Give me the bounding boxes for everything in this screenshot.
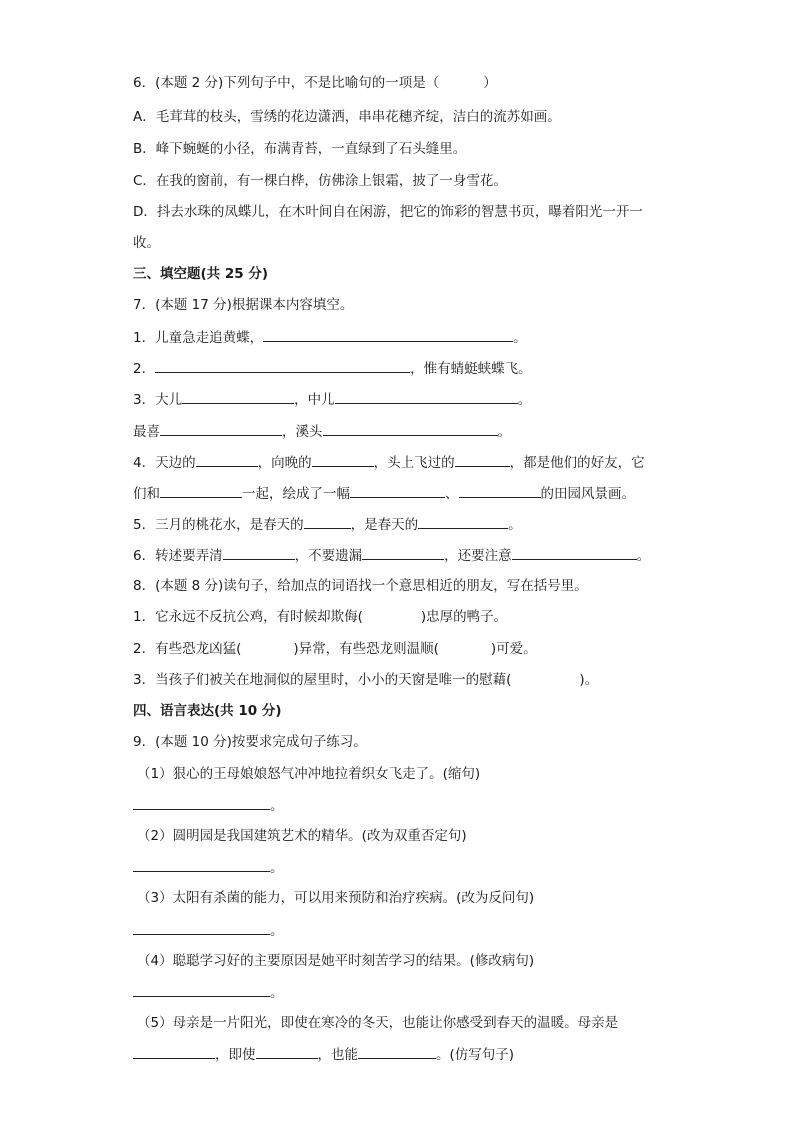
q7-line-1: 1．儿童急走追黄蝶， 。 [133, 330, 527, 346]
q9-sub-3: （3）太阳有杀菌的能力，可以用来预防和治疗疾病。(改为反问句) [137, 890, 535, 906]
blank-q7-6a[interactable] [223, 546, 295, 560]
blank-q7-3a[interactable] [182, 390, 294, 404]
blank-q9-2[interactable] [133, 858, 270, 872]
blank-q9-4[interactable] [133, 983, 270, 997]
q7-line-2: 2． ，惟有蜻蜓蛱蝶飞。 [133, 361, 532, 377]
q7-line-3: 3．大儿 ，中儿 。 [133, 392, 532, 408]
blank-q7-3c[interactable] [160, 422, 282, 436]
q9-answer-2: 。 [133, 858, 284, 877]
q6-option-a[interactable]: A．毛茸茸的枝头，雪绣的花边潇洒，串串花穗齐绽，洁白的流苏如画。 [133, 109, 561, 125]
blank-q7-5a[interactable] [304, 515, 351, 529]
q7-line-3-continued: 最喜 ，溪头 。 [133, 424, 511, 440]
q6-option-d[interactable]: D．抖去水珠的凤蝶儿，在木叶间自在闲游，把它的饰彩的智慧书页，曝着阳光一开一 [133, 204, 643, 220]
q9-sub-4: （4）聪聪学习好的主要原因是她平时刻苦学习的结果。(修改病句) [137, 953, 535, 969]
q9-stem: 9．(本题 10 分)按要求完成句子练习。 [133, 734, 367, 750]
q7-stem: 7．(本题 17 分)根据课本内容填空。 [133, 297, 354, 313]
q9-answer-3: 。 [133, 921, 284, 940]
q6-stem: 6．(本题 2 分)下列句子中，不是比喻句的一项是（ ） [133, 75, 497, 91]
q7-line-5: 5．三月的桃花水，是春天的 ，是春天的 。 [133, 517, 522, 533]
q9-answer-4: 。 [133, 983, 284, 1002]
q8-line-3: 3．当孩子们被关在地洞似的屋里时，小小的天窗是唯一的慰藉( )。 [133, 672, 599, 688]
q9-answer-5: ，即使 ，也能 。(仿写句子) [133, 1045, 514, 1064]
blank-q9-3[interactable] [133, 921, 270, 935]
q8-stem: 8．(本题 8 分)读句子，给加点的词语找一个意思相近的朋友，写在括号里。 [133, 578, 588, 594]
blank-q7-4f[interactable] [459, 484, 541, 498]
blank-q7-3d[interactable] [323, 422, 498, 436]
q7-line-6: 6．转述要弄清 ，不要遗漏 ，还要注意 。 [133, 548, 651, 564]
q6-option-b[interactable]: B．峰下蜿蜒的小径，布满青苔，一直绿到了石头缝里。 [133, 141, 467, 157]
blank-q7-4e[interactable] [350, 484, 445, 498]
blank-q7-1[interactable] [263, 328, 513, 342]
blank-q9-1[interactable] [133, 796, 270, 810]
blank-q7-6b[interactable] [362, 546, 444, 560]
q9-sub-2: （2）圆明园是我国建筑艺术的精华。(改为双重否定句) [137, 828, 467, 844]
blank-q9-5a[interactable] [133, 1045, 215, 1059]
q7-line-4: 4．天边的 ，向晚的 ，头上飞过的 ，都是他们的好友，它 [133, 455, 645, 471]
q9-sub-5: （5）母亲是一片阳光，即使在寒冷的冬天，也能让你感受到春天的温暖。母亲是 [137, 1015, 619, 1031]
blank-q7-4d[interactable] [160, 484, 242, 498]
q6-option-d-continued: 收。 [133, 235, 160, 251]
blank-q7-3b[interactable] [335, 390, 518, 404]
blank-q9-5c[interactable] [358, 1045, 436, 1059]
blank-q7-4a[interactable] [196, 453, 258, 467]
blank-q9-5b[interactable] [256, 1045, 318, 1059]
q7-line-4-continued: 们和 一起，绘成了一幅 、 的田园风景画。 [133, 486, 635, 502]
section-3-title: 三、填空题(共 25 分) [133, 266, 269, 282]
section-4-title: 四、语言表达(共 10 分) [133, 703, 282, 719]
q9-answer-1: 。 [133, 796, 284, 815]
q8-line-1: 1．它永远不反抗公鸡，有时候却欺侮( )忠厚的鸭子。 [133, 609, 508, 625]
blank-q7-4b[interactable] [312, 453, 374, 467]
blank-q7-5b[interactable] [418, 515, 508, 529]
q9-sub-1: （1）狠心的王母娘娘怒气冲冲地拉着织女飞走了。(缩句) [137, 766, 481, 782]
q8-line-2: 2．有些恐龙凶猛( )异常，有些恐龙则温顺( )可爱。 [133, 641, 537, 657]
blank-q7-6c[interactable] [512, 546, 637, 560]
blank-q7-2[interactable] [155, 359, 410, 373]
q6-option-c[interactable]: C．在我的窗前，有一棵白桦，仿佛涂上银霜，披了一身雪花。 [133, 173, 507, 189]
blank-q7-4c[interactable] [455, 453, 510, 467]
